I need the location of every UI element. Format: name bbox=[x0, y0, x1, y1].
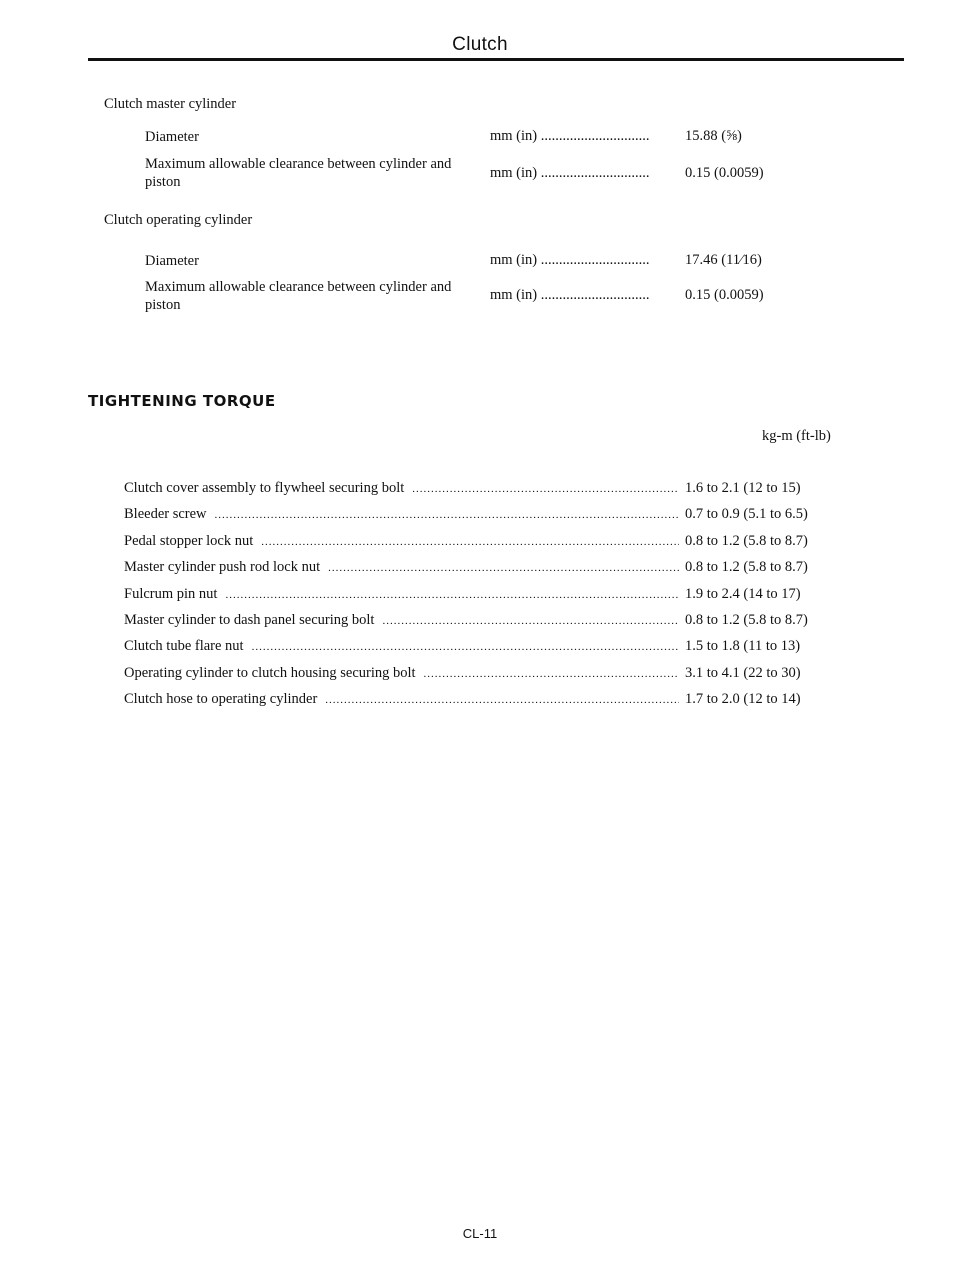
dot-leader bbox=[412, 483, 679, 495]
torque-item-value: 0.8 to 1.2 (5.8 to 8.7) bbox=[685, 611, 808, 628]
dot-leader bbox=[325, 694, 679, 706]
table-row bbox=[124, 638, 840, 664]
master-clearance-name: Maximum allowable clearance between cylinder and piston bbox=[145, 156, 452, 190]
master-clearance-value: 0.15 (0.0059) bbox=[685, 165, 764, 181]
operating-clearance-unit: mm (in) .............................. bbox=[490, 287, 650, 303]
operating-diameter-value: 17.46 (11⁄16) bbox=[685, 252, 762, 268]
torque-table bbox=[124, 480, 840, 718]
table-row bbox=[124, 533, 840, 559]
table-row bbox=[124, 665, 840, 691]
torque-item-value: 3.1 to 4.1 (22 to 30) bbox=[685, 664, 801, 681]
torque-item-value: 0.8 to 1.2 (5.8 to 8.7) bbox=[685, 559, 808, 576]
dot-leader bbox=[382, 615, 679, 627]
master-cylinder-heading: Clutch master cylinder bbox=[104, 96, 237, 112]
table-row bbox=[124, 586, 840, 612]
torque-item-label: Clutch tube flare nut bbox=[124, 638, 244, 655]
dot-leader bbox=[252, 641, 679, 653]
master-diameter-value: 15.88 (⅝) bbox=[685, 128, 742, 144]
operating-diameter-name: Diameter bbox=[145, 253, 199, 269]
torque-item-value: 1.9 to 2.4 (14 to 17) bbox=[685, 585, 801, 602]
header-divider bbox=[88, 58, 904, 61]
operating-clearance-value: 0.15 (0.0059) bbox=[685, 287, 764, 303]
torque-units: kg-m (ft-lb) bbox=[762, 428, 831, 444]
dot-leader bbox=[328, 562, 679, 574]
torque-item-label: Pedal stopper lock nut bbox=[124, 532, 254, 549]
master-diameter-name: Diameter bbox=[145, 129, 199, 145]
page-number: CL-11 bbox=[462, 1226, 498, 1241]
torque-item-label: Master cylinder to dash panel securing bolt bbox=[124, 611, 375, 628]
torque-item-value: 0.8 to 1.2 (5.8 to 8.7) bbox=[685, 532, 808, 549]
dot-leader bbox=[261, 536, 679, 548]
torque-item-value: 1.6 to 2.1 (12 to 15) bbox=[685, 480, 801, 496]
table-row bbox=[124, 691, 840, 717]
master-diameter-unit: mm (in) .............................. bbox=[490, 128, 650, 144]
torque-item-value: 0.7 to 0.9 (5.1 to 6.5) bbox=[685, 506, 808, 523]
torque-item-label: Master cylinder push rod lock nut bbox=[124, 559, 321, 576]
operating-cylinder-heading: Clutch operating cylinder bbox=[104, 212, 253, 228]
dot-leader bbox=[215, 509, 679, 521]
table-row bbox=[124, 612, 840, 638]
page-title: Clutch bbox=[452, 34, 508, 55]
dot-leader bbox=[225, 589, 679, 601]
table-row bbox=[124, 480, 840, 506]
operating-clearance-name: Maximum allowable clearance between cylinder and piston bbox=[145, 279, 452, 313]
torque-item-value: 1.5 to 1.8 (11 to 13) bbox=[685, 638, 801, 655]
torque-item-label: Clutch cover assembly to flywheel securing bolt bbox=[124, 480, 405, 496]
torque-item-label: Clutch hose to operating cylinder bbox=[124, 691, 318, 708]
torque-section-title: TIGHTENING TORQUE bbox=[88, 392, 276, 410]
master-clearance-unit: mm (in) .............................. bbox=[490, 165, 650, 181]
torque-item-label: Bleeder screw bbox=[124, 506, 207, 523]
operating-diameter-unit: mm (in) .............................. bbox=[490, 252, 650, 268]
table-row bbox=[124, 559, 840, 585]
torque-item-label: Operating cylinder to clutch housing securing bolt bbox=[124, 664, 416, 681]
torque-item-value: 1.7 to 2.0 (12 to 14) bbox=[685, 691, 801, 708]
table-row bbox=[124, 506, 840, 532]
dot-leader bbox=[424, 668, 679, 680]
torque-item-label: Fulcrum pin nut bbox=[124, 585, 218, 602]
